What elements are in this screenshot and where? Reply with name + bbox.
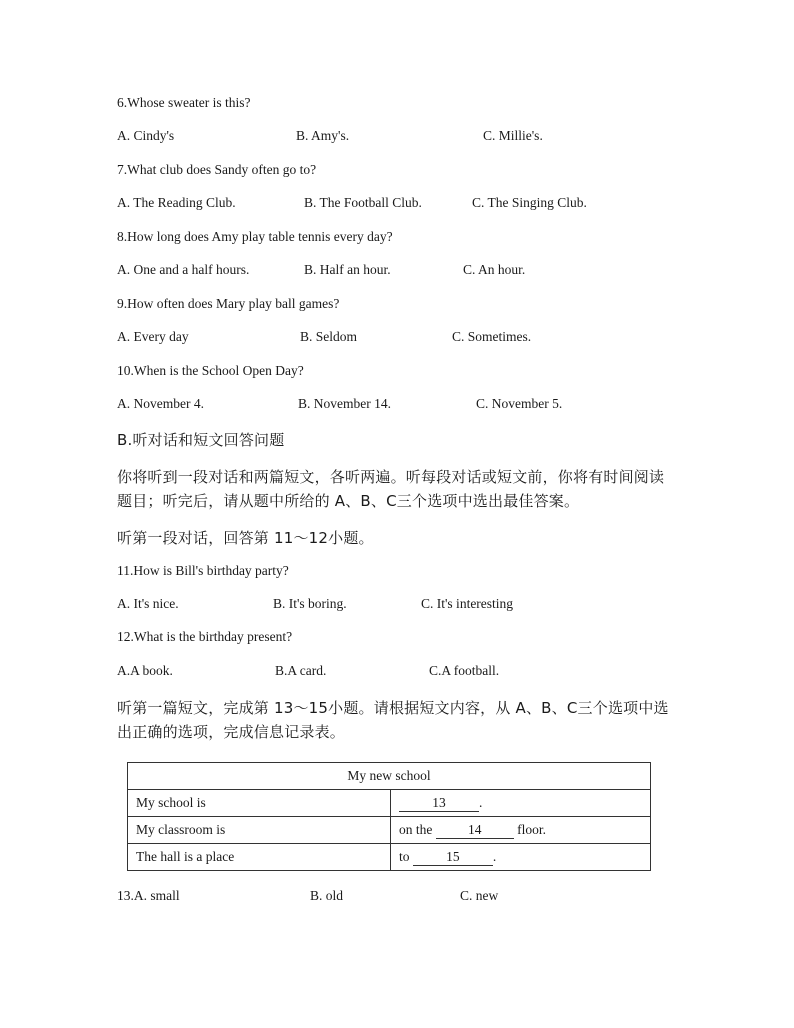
option-6a: A. Cindy's: [117, 128, 175, 143]
option-6b: B. Amy's.: [296, 128, 350, 143]
row-label: My classroom is: [128, 817, 391, 844]
option-11b: B. It's boring.: [273, 596, 347, 611]
option-8a: A. One and a half hours.: [117, 262, 250, 277]
option-13b: B. old: [310, 888, 344, 903]
option-8c: C. An hour.: [463, 262, 526, 277]
option-10c: C. November 5.: [476, 396, 563, 411]
option-9c: C. Sometimes.: [452, 329, 532, 344]
question-6: 6.Whose sweater is this?: [117, 95, 251, 110]
instruction-line-1: 你将听到一段对话和两篇短文，各听两遍。听每段对话或短文前，你将有时间阅读: [117, 468, 665, 486]
row-prefix: on the: [399, 821, 433, 837]
option-13c: C. new: [460, 888, 499, 903]
option-13a: 13.A. small: [117, 888, 180, 903]
option-12b: B.A card.: [275, 663, 327, 678]
dialogue-intro: 听第一段对话，回答第 11～12小题。: [117, 529, 374, 547]
row-suffix: .: [479, 794, 483, 810]
question-10: 10.When is the School Open Day?: [117, 363, 304, 378]
option-11a: A. It's nice.: [117, 596, 179, 611]
option-9b: B. Seldom: [300, 329, 358, 344]
row-prefix: to: [399, 848, 410, 864]
row-label: The hall is a place: [128, 844, 391, 871]
row-answer: [391, 844, 651, 871]
option-12c: C.A football.: [429, 663, 500, 678]
blank-13: 13: [399, 795, 479, 812]
option-7b: B. The Football Club.: [304, 195, 422, 210]
question-11: 11.How is Bill's birthday party?: [117, 563, 289, 578]
row-label: My school is: [128, 790, 391, 817]
question-12: 12.What is the birthday present?: [117, 629, 293, 644]
option-9a: A. Every day: [117, 329, 189, 344]
option-10a: A. November 4.: [117, 396, 204, 411]
table-title: My new school: [128, 763, 651, 790]
question-7: 7.What club does Sandy often go to?: [117, 162, 317, 177]
option-12a: A.A book.: [117, 663, 173, 678]
table-row: [128, 817, 651, 844]
question-9: 9.How often does Mary play ball games?: [117, 296, 340, 311]
row-answer: [391, 790, 651, 817]
blank-14: 14: [436, 822, 514, 839]
table-title-row: [128, 763, 651, 790]
passage-intro-line-2: 出正确的选项，完成信息记录表。: [117, 723, 346, 741]
section-heading: B.听对话和短文回答问题: [117, 431, 285, 449]
table-row: [128, 844, 651, 871]
option-10b: B. November 14.: [298, 396, 391, 411]
passage-intro-line-1: 听第一篇短文，完成第 13～15小题。请根据短文内容，从 A、B、C三个选项中选: [117, 699, 669, 717]
blank-15: 15: [413, 849, 493, 866]
row-suffix: floor.: [517, 821, 546, 837]
info-record-table: [127, 762, 651, 871]
option-7c: C. The Singing Club.: [472, 195, 587, 210]
row-suffix: .: [492, 848, 497, 864]
instruction-line-2: 题目；听完后，请从题中所给的 A、B、C三个选项中选出最佳答案。: [117, 492, 580, 510]
row-answer: [391, 817, 651, 844]
question-8: 8.How long does Amy play table tennis every day?: [117, 229, 393, 244]
table-row: [128, 790, 651, 817]
option-7a: A. The Reading Club.: [117, 195, 236, 210]
option-6c: C. Millie's.: [483, 128, 543, 143]
option-8b: B. Half an hour.: [304, 262, 391, 277]
option-11c: C. It's interesting: [421, 596, 514, 611]
